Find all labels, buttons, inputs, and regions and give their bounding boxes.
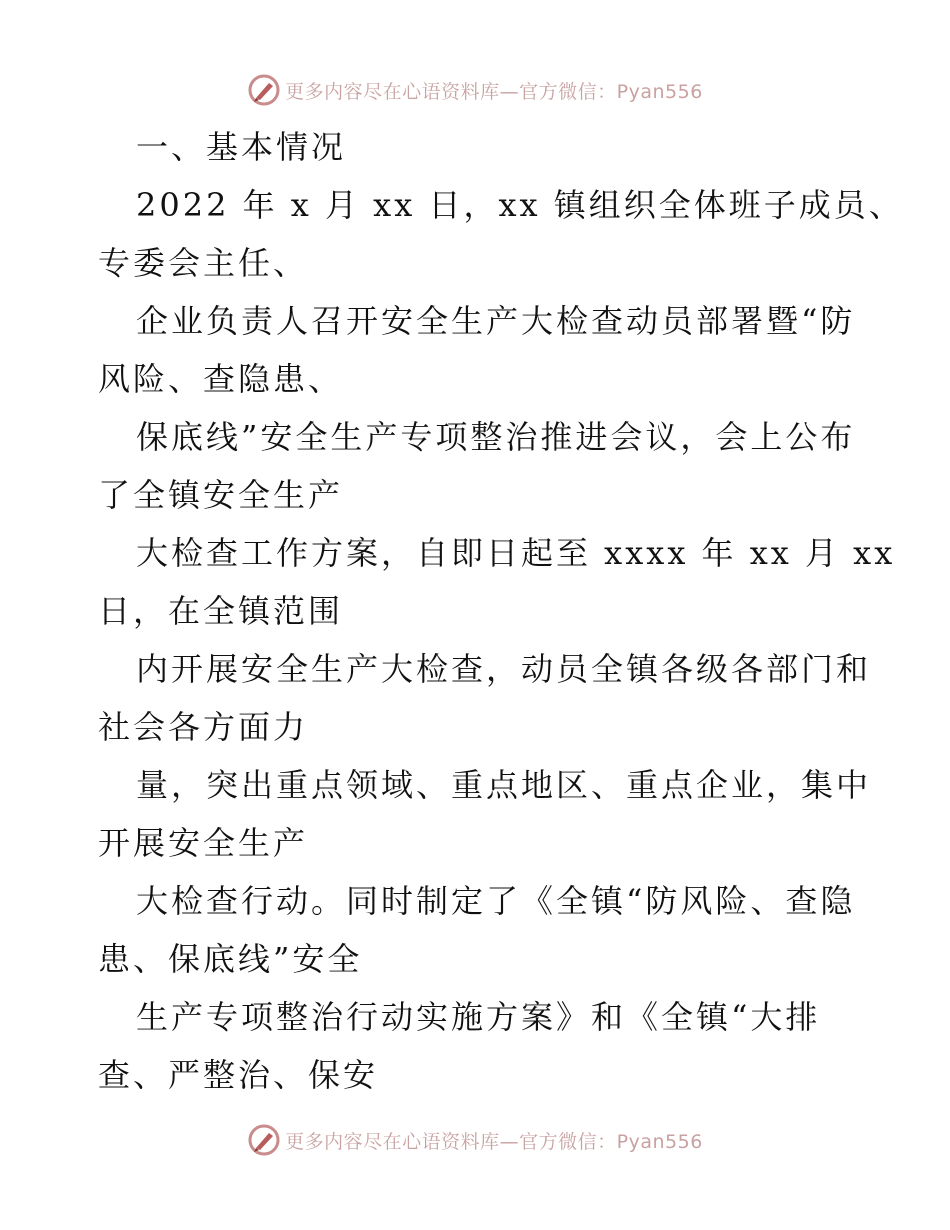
paragraph-line: 企业负责人召开安全生产大检查动员部署暨“防 (136, 302, 856, 340)
paragraph-line: 大检查工作方案，自即日起至 xxxx 年 xx 月 xx (136, 534, 896, 572)
paragraph-line: 开展安全生产 (98, 824, 309, 862)
pen-logo-icon (247, 73, 281, 107)
paragraph-line: 内开展安全生产大检查，动员全镇各级各部门和 (136, 650, 872, 688)
paragraph-line: 了全镇安全生产 (98, 476, 344, 514)
paragraph-line: 量，突出重点领域、重点地区、重点企业，集中 (136, 766, 872, 804)
paragraph-line: 生产专项整治行动实施方案》和《全镇“大排 (136, 998, 821, 1036)
paragraph-line: 风险、查隐患、 (98, 360, 344, 398)
section-heading: 一、基本情况 (136, 128, 347, 166)
watermark-footer (0, 1120, 950, 1160)
watermark-text: 更多内容尽在心语资料库—官方微信：Pyan556 (285, 1130, 703, 1153)
paragraph-line: 患、保底线”安全 (98, 940, 363, 978)
paragraph-line: 专委会主任、 (98, 244, 309, 282)
paragraph-line: 日，在全镇范围 (98, 592, 344, 630)
paragraph-line: 2022 年 x 月 xx 日，xx 镇组织全体班子成员、 (136, 186, 904, 224)
document-body (98, 118, 904, 1104)
paragraph-line: 社会各方面力 (98, 708, 309, 746)
watermark-header (0, 70, 950, 110)
paragraph-line: 大检查行动。同时制定了《全镇“防风险、查隐 (136, 882, 856, 920)
pen-logo-icon (247, 1123, 281, 1157)
paragraph-line: 查、严整治、保安 (98, 1056, 379, 1094)
paragraph-line: 保底线”安全生产专项整治推进会议，会上公布 (136, 418, 856, 456)
watermark-text: 更多内容尽在心语资料库—官方微信：Pyan556 (285, 80, 703, 103)
